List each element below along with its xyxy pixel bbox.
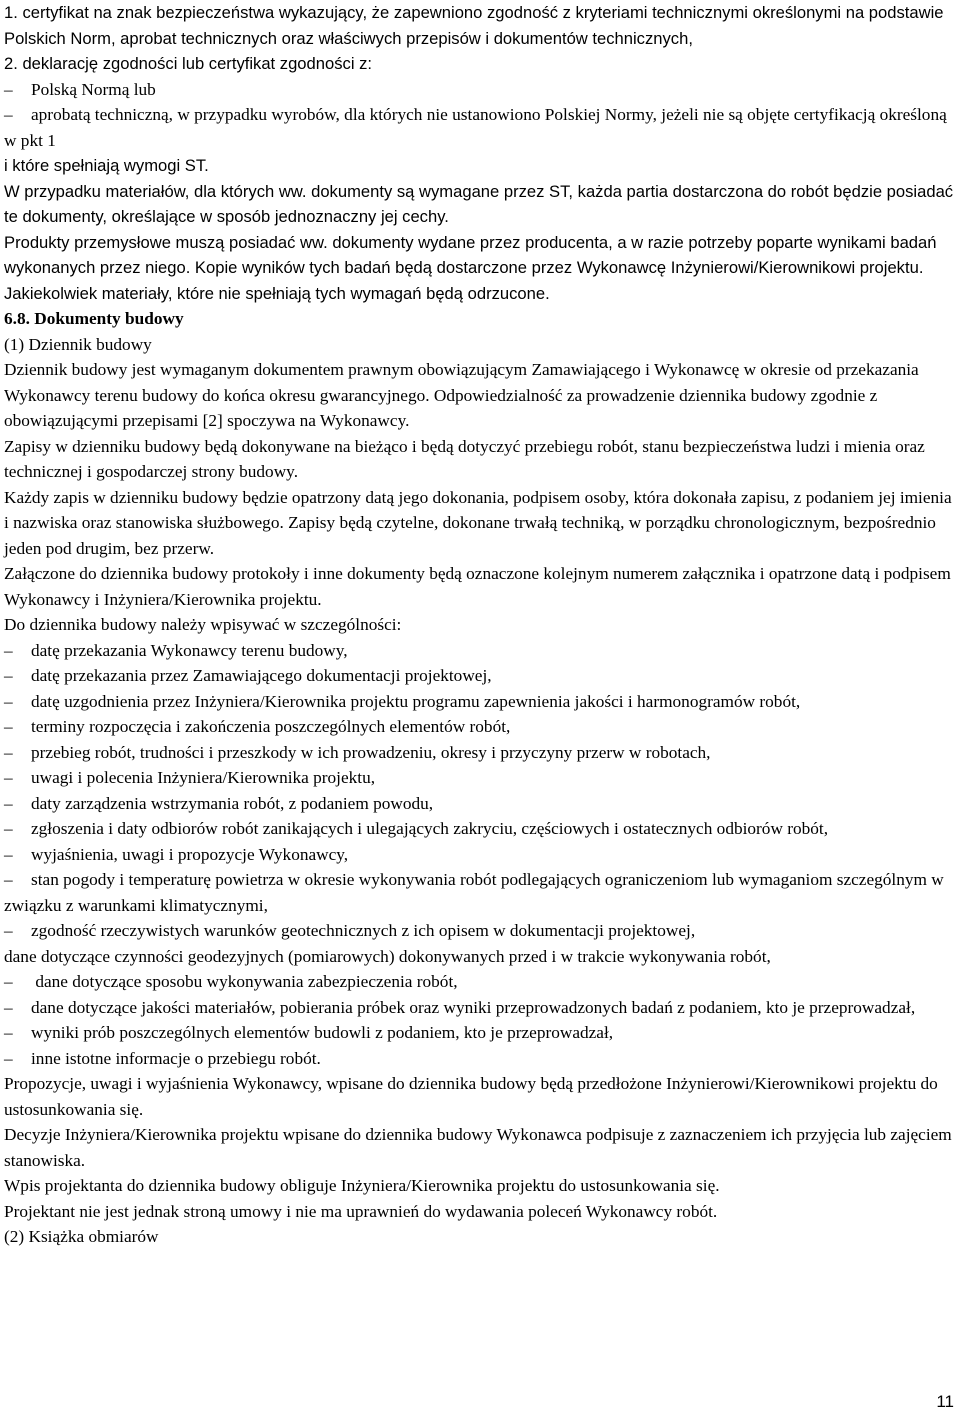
body-paragraph-1a: Dziennik budowy jest wymaganym dokumentem prawnym obowiązującym Zamawiającego i Wykonawcę w okresie od przekazania Wykonawcy terenu budowy do końca okresu gwarancyjnego. <box>4 360 919 405</box>
list-item-text: datę przekazania Wykonawcy terenu budowy, <box>31 640 348 660</box>
list-item-text: przebieg robót, trudności i przeszkody w ich prowadzeniu, okresy i przyczyny przerw w robotach, <box>31 742 711 762</box>
dash-bullet: – <box>4 972 13 991</box>
dash-bullet: – <box>4 844 13 864</box>
body-paragraph-6: Propozycje, uwagi i wyjaśnienia Wykonawcy, wpisane do dziennika budowy będą przedłożone Inżynierowi/Kierownikowi projektu do ustosunkowania się. <box>4 1074 938 1119</box>
dash-bullet: – <box>4 691 13 711</box>
list-item <box>4 740 954 766</box>
list-item-text: wyniki prób poszczególnych elementów budowli z podaniem, kto je przeprowadzał, <box>31 1023 614 1042</box>
dash-bullet: – <box>4 79 13 99</box>
entries-list-2 <box>4 969 954 1071</box>
dash-bullet: – <box>4 1023 13 1042</box>
list-item-text: uwagi i polecenia Inżyniera/Kierownika projektu, <box>31 768 376 787</box>
body-paragraph-8: Wpis projektanta do dziennika budowy obliguje Inżyniera/Kierownika projektu do ustosunkowania się. <box>4 1176 720 1195</box>
list-item <box>4 816 954 842</box>
list-item <box>4 867 954 918</box>
dash-bullet: – <box>4 819 13 838</box>
list-item <box>4 663 954 689</box>
list-item-text: inne istotne informacje o przebiegu robót. <box>31 1048 321 1068</box>
list-item-text: dane dotyczące jakości materiałów, pobierania próbek oraz wyniki przeprowadzonych badań z podaniem, kto je przeprowadzał, <box>31 997 916 1017</box>
list-item-text: daty zarządzenia wstrzymania robót, z podaniem powodu, <box>31 793 434 813</box>
list-item-text: zgłoszenia i daty odbiorów robót zanikających i ulegających zakryciu, częściowych i ostatecznych odbiorów robót, <box>31 819 829 838</box>
intro-paragraph-1: W przypadku materiałów, dla których ww. dokumenty są wymagane przez ST, każda partia dostarczona do robót będzie posiadać te dokumenty, określające w sposób jednoznaczny jej cechy. <box>4 181 954 226</box>
dash-bullet: – <box>4 105 13 124</box>
list-item <box>4 842 954 868</box>
body-paragraph-2: Zapisy w dzienniku budowy będą dokonywane na bieżąco i będą dotyczyć przebiegu robót, stanu bezpieczeństwa ludzi i mienia oraz technicznej i gospodarczej strony budowy. <box>4 436 925 481</box>
body-paragraph-7: Decyzje Inżyniera/Kierownika projektu wpisane do dziennika budowy Wykonawca podpisuje z zaznaczeniem ich przyjęcia lub zajęciem stanowiska. <box>4 1125 952 1170</box>
subsection-2-title: (2) Książka obmiarów <box>4 1227 159 1246</box>
body-paragraph-1b: Odpowiedzialność za prowadzenie dziennika budowy zgodnie z obowiązującymi przepisami [2] spoczywa na Wykonawcy. <box>4 385 878 430</box>
list-item-text: datę przekazania przez Zamawiającego dokumentacji projektowej, <box>31 666 492 685</box>
body-paragraph-1 <box>4 357 954 434</box>
section-number: 6.8. <box>4 309 30 328</box>
dash-bullet: – <box>4 997 13 1017</box>
dash-bullet: – <box>4 1048 13 1068</box>
list-item <box>4 995 954 1021</box>
body-paragraph-3: Każdy zapis w dzienniku budowy będzie opatrzony datą jego dokonania, podpisem osoby, która dokonała zapisu, z podaniem jej imienia i nazwiska oraz stanowiska służbowego. Zapisy będą czytelne, dokonane trwałą techniką, w porządku chronologicznym, bezpośrednio jeden pod drugim, bez przerw. <box>4 487 952 558</box>
dash-bullet: – <box>4 793 13 813</box>
list-item <box>4 1046 954 1072</box>
intro-paragraph-3: Jakiekolwiek materiały, które nie spełniają tych wymagań będą odrzucone. <box>4 283 550 303</box>
intro-continuation: i które spełniają wymogi ST. <box>4 156 209 175</box>
intro-paragraph-2: Produkty przemysłowe muszą posiadać ww. dokumenty wydane przez producenta, a w razie potrzeby poparte wynikami badań wykonanych przez niego. Kopie wyników tych badań będą dostarczone przez Wykonawcę Inżynierowi/Kierownikowi projektu. <box>4 232 937 277</box>
list-item-text: wyjaśnienia, uwagi i propozycje Wykonawcy, <box>31 844 349 864</box>
page-number: 11 <box>936 1392 954 1411</box>
intro-item-2: 2. deklarację zgodności lub certyfikat zgodności z: <box>4 54 373 73</box>
list-item <box>4 638 954 664</box>
list-item <box>4 1020 954 1046</box>
dash-item-text: aprobatą techniczną, w przypadku wyrobów, dla których nie ustanowiono Polskiej Normy, jeżeli nie są objęte certyfikacją określoną w pkt 1 <box>4 105 947 150</box>
list-item-text: zgodność rzeczywistych warunków geotechnicznych z ich opisem w dokumentacji projektowej, <box>31 921 696 940</box>
body-paragraph-9: Projektant nie jest jednak stroną umowy i nie ma uprawnień do wydawania poleceń Wykonawcy robót. <box>4 1201 718 1221</box>
list-item <box>4 689 954 715</box>
dash-bullet: – <box>4 870 13 889</box>
list-item <box>4 714 954 740</box>
body-paragraph-5: Do dziennika budowy należy wpisywać w szczególności: <box>4 615 402 634</box>
dash-bullet: – <box>4 717 13 736</box>
list-item <box>4 765 954 791</box>
dash-bullet: – <box>4 768 13 787</box>
list-item-text: terminy rozpoczęcia i zakończenia poszczególnych elementów robót, <box>31 717 511 736</box>
list-item <box>4 918 954 944</box>
dash-item-text: Polską Normą lub <box>31 79 156 99</box>
list-item <box>4 969 954 995</box>
document-page <box>4 0 954 1250</box>
section-title: Dokumenty budowy <box>34 309 184 328</box>
dash-bullet: – <box>4 742 13 762</box>
intro-dash-item-2 <box>4 102 954 153</box>
list-item-text: stan pogody i temperaturę powietrza w okresie wykonywania robót podlegających ograniczeniom lub wymaganiom szczególnym w związku z warunkami klimatycznymi, <box>4 870 944 915</box>
plain-entry: dane dotyczące czynności geodezyjnych (pomiarowych) dokonywanych przed i w trakcie wykonywania robót, <box>4 946 771 966</box>
intro-item-1: 1. certyfikat na znak bezpieczeństwa wykazujący, że zapewniono zgodność z kryteriami technicznymi określonymi na podstawie Polskich Norm, aprobat technicznych oraz właściwych przepisów i dokumentów technicznych, <box>4 3 944 48</box>
section-heading <box>4 306 954 332</box>
list-item-text: datę uzgodnienia przez Inżyniera/Kierownika projektu programu zapewnienia jakości i harmonogramów robót, <box>31 691 801 711</box>
body-paragraph-4: Załączone do dziennika budowy protokoły i inne dokumenty będą oznaczone kolejnym numerem załącznika i opatrzone datą i podpisem Wykonawcy i Inżyniera/Kierownika projektu. <box>4 564 951 609</box>
dash-bullet: – <box>4 640 13 660</box>
list-item <box>4 791 954 817</box>
dash-bullet: – <box>4 921 13 940</box>
entries-list <box>4 638 954 944</box>
list-item-text: dane dotyczące sposobu wykonywania zabezpieczenia robót, <box>31 972 458 991</box>
intro-dash-item-1 <box>4 77 954 103</box>
dash-bullet: – <box>4 666 13 685</box>
subsection-1-title: (1) Dziennik budowy <box>4 334 152 354</box>
